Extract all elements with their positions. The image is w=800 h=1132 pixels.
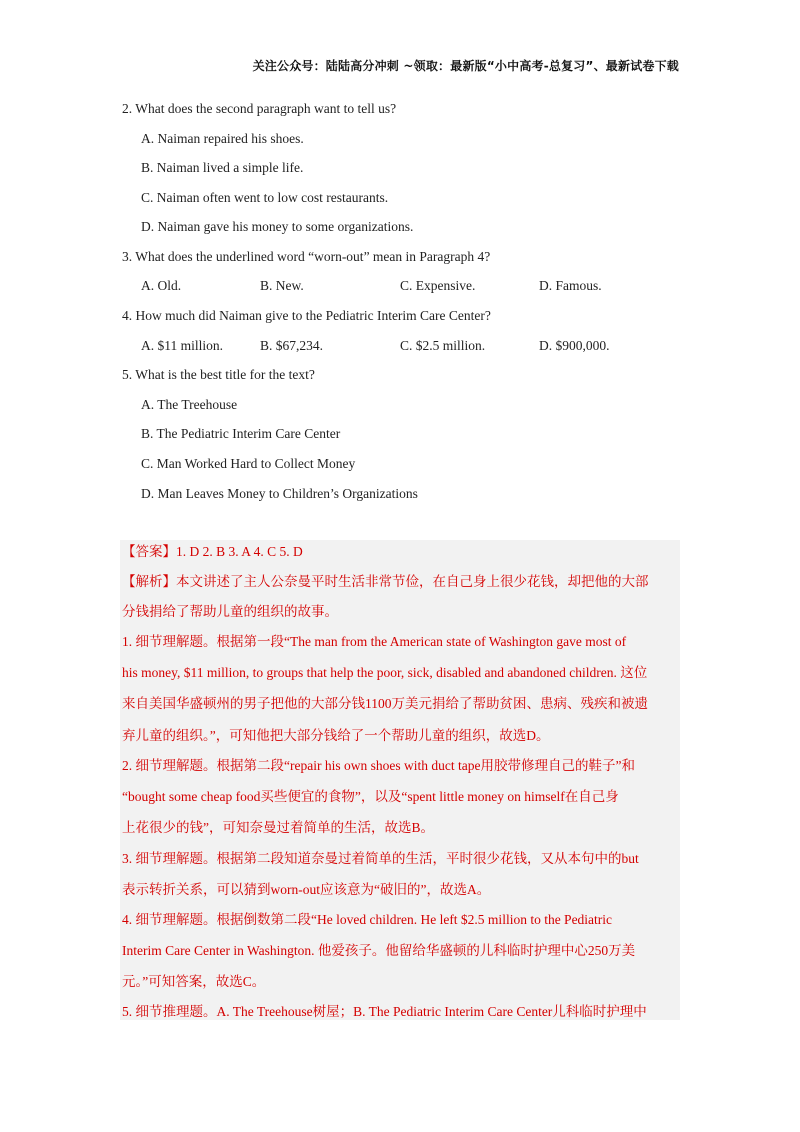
option: A. $11 million. bbox=[141, 338, 224, 353]
explanation-line: 2. 细节理解题。根据第二段“repair his own shoes with duct tape用胶带修理自己的鞋子”和 bbox=[122, 758, 635, 773]
option: C. Expensive. bbox=[400, 278, 476, 293]
question-stem: 3. What does the underlined word “worn-out” mean in Paragraph 4? bbox=[122, 249, 491, 264]
explanation-line: 上花很少的钱”，可知奈曼过着简单的生活，故选B。 bbox=[122, 820, 434, 835]
option: D. Man Leaves Money to Children’s Organizations bbox=[141, 486, 418, 501]
explanation-line: 4. 细节理解题。根据倒数第二段“He loved children. He left $2.5 million to the Pediatric bbox=[122, 912, 613, 927]
explanation-line: “bought some cheap food买些便宜的食物”，以及“spent little money on himself在自己身 bbox=[122, 789, 619, 804]
option: A. Naiman repaired his shoes. bbox=[141, 131, 304, 146]
option: D. Naiman gave his money to some organizations. bbox=[141, 219, 414, 234]
explanation-line: 弃儿童的组织。”，可知他把大部分钱给了一个帮助儿童的组织，故选D。 bbox=[122, 728, 550, 743]
explanation-line: 【解析】本文讲述了主人公奈曼平时生活非常节俭，在自己身上很少花钱，却把他的大部 bbox=[122, 574, 649, 589]
explanation-line: 3. 细节理解题。根据第二段知道奈曼过着简单的生活，平时很少花钱，又从本句中的but bbox=[122, 851, 639, 866]
explanation-line: 分钱捐给了帮助儿童的组织的故事。 bbox=[122, 604, 338, 619]
option: B. The Pediatric Interim Care Center bbox=[141, 426, 341, 441]
explanation-line: 1. 细节理解题。根据第一段“The man from the American state of Washington gave most of bbox=[122, 634, 627, 649]
option: B. Naiman lived a simple life. bbox=[141, 160, 304, 175]
option: A. Old. bbox=[141, 278, 182, 293]
option: C. Man Worked Hard to Collect Money bbox=[141, 456, 356, 471]
question-stem: 2. What does the second paragraph want to tell us? bbox=[122, 101, 397, 116]
explanation-line: 5. 细节推理题。A. The Treehouse树屋；B. The Pediatric Interim Care Center儿科临时护理中 bbox=[122, 1004, 647, 1019]
explanation-line: 来自美国华盛顿州的男子把他的大部分钱1100万美元捐给了帮助贫困、患病、残疾和被遗 bbox=[122, 696, 648, 711]
option: C. Naiman often went to low cost restaurants. bbox=[141, 190, 389, 205]
question-stem: 4. How much did Naiman give to the Pediatric Interim Care Center? bbox=[122, 308, 491, 323]
explanation-line: 表示转折关系，可以猜到worn-out应该意为“破旧的”，故选A。 bbox=[122, 882, 491, 897]
option: D. Famous. bbox=[539, 278, 602, 293]
explanation-line: 元。”可知答案，故选C。 bbox=[122, 974, 266, 989]
answer-key: 【答案】1. D 2. B 3. A 4. C 5. D bbox=[122, 544, 303, 559]
explanation-line: Interim Care Center in Washington. 他爱孩子。他留给华盛顿的儿科临时护理中心250万美 bbox=[122, 943, 636, 958]
explanation-line: his money, $11 million, to groups that help the poor, sick, disabled and abandoned children. 这位 bbox=[122, 665, 648, 680]
option: B. $67,234. bbox=[260, 338, 324, 353]
page-header: 关注公众号：陆陆高分冲刺 ~领取：最新版“小中高考-总复习”、最新试卷下载 bbox=[252, 59, 679, 73]
option: A. The Treehouse bbox=[141, 397, 238, 412]
option: B. New. bbox=[260, 278, 304, 293]
option: C. $2.5 million. bbox=[400, 338, 486, 353]
option: D. $900,000. bbox=[539, 338, 610, 353]
question-stem: 5. What is the best title for the text? bbox=[122, 367, 315, 382]
